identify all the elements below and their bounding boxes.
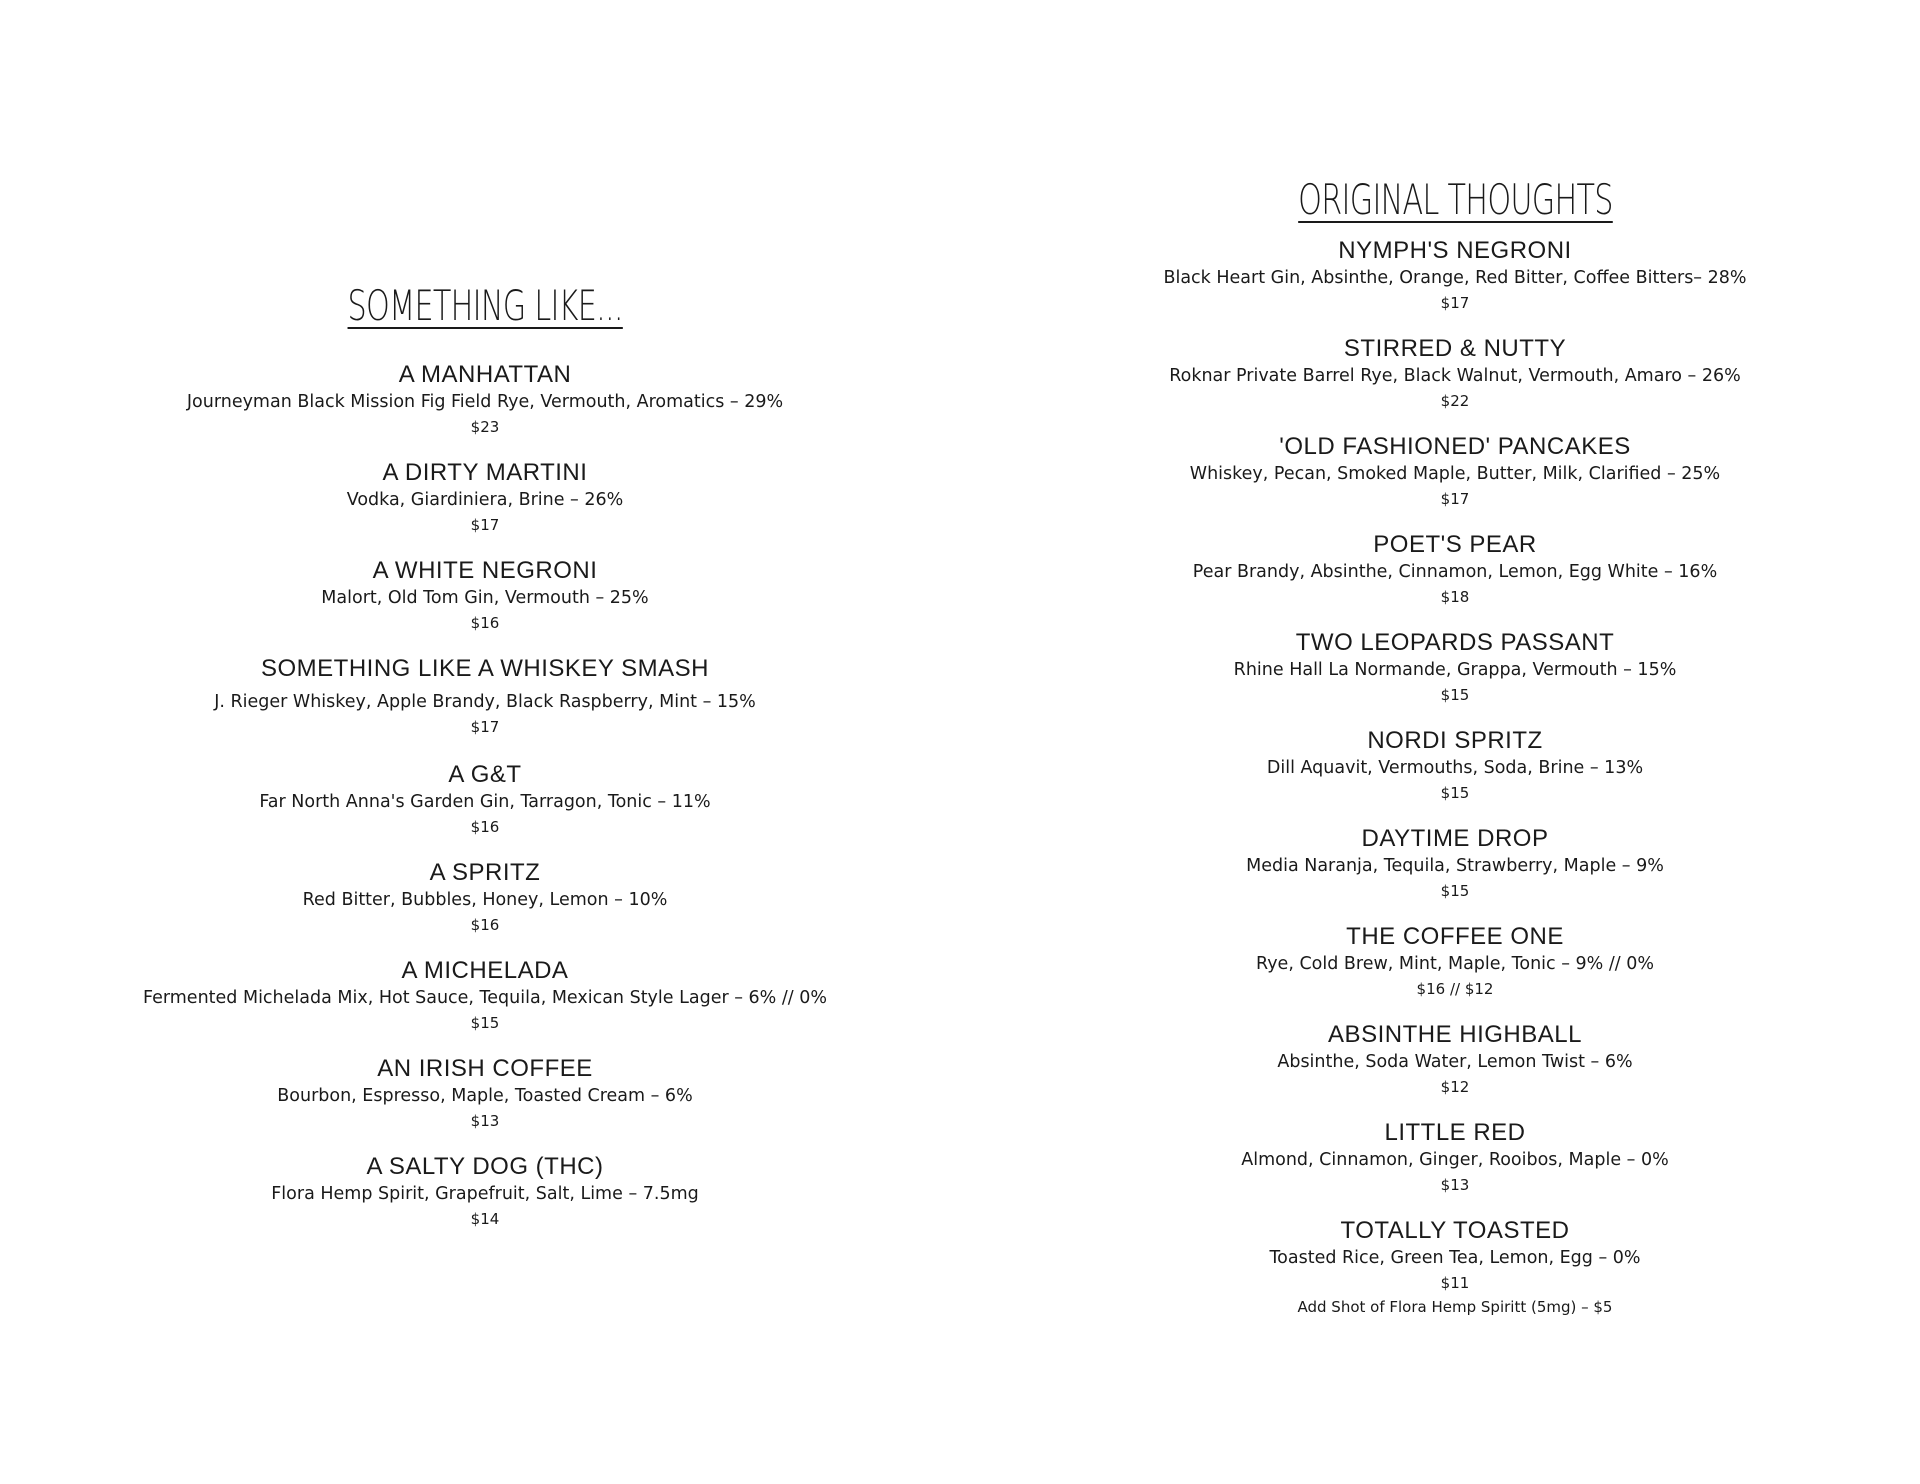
item-price: $17 xyxy=(1440,294,1470,312)
item-name: A G&T xyxy=(448,761,522,788)
item-price: $18 xyxy=(1440,588,1470,606)
item-price: $16 // $12 xyxy=(1416,980,1494,998)
item-price: $14 xyxy=(470,1210,500,1228)
item-price: $17 xyxy=(470,516,500,534)
item-name: SOMETHING LIKE A WHISKEY SMASH xyxy=(261,655,709,682)
item-price: $17 xyxy=(470,718,500,736)
item-description: Pear Brandy, Absinthe, Cinnamon, Lemon, Egg White – 16% xyxy=(1192,562,1718,582)
item-description: Far North Anna's Garden Gin, Tarragon, Tonic – 11% xyxy=(259,792,711,812)
item-description: Journeyman Black Mission Fig Field Rye, Vermouth, Aromatics – 29% xyxy=(186,392,784,412)
item-description: Roknar Private Barrel Rye, Black Walnut, Vermouth, Amaro – 26% xyxy=(1169,366,1741,386)
item-price: $16 xyxy=(470,614,500,632)
item-name: AN IRISH COFFEE xyxy=(377,1055,593,1082)
item-description: Almond, Cinnamon, Ginger, Rooibos, Maple – 0% xyxy=(1241,1150,1669,1170)
menu-item xyxy=(1055,530,1855,628)
item-addon-note: Add Shot of Flora Hemp Spiritt (5mg) – $5 xyxy=(1297,1298,1613,1316)
item-name: A SALTY DOG (THC) xyxy=(366,1153,604,1180)
menu-item xyxy=(1055,628,1855,726)
menu-item xyxy=(1055,1020,1855,1118)
item-name: A SPRITZ xyxy=(429,859,541,886)
item-price: $16 xyxy=(470,916,500,934)
item-description: Rhine Hall La Normande, Grappa, Vermouth – 15% xyxy=(1233,660,1677,680)
item-description: Red Bitter, Bubbles, Honey, Lemon – 10% xyxy=(302,890,668,910)
menu-item xyxy=(85,360,885,458)
item-name: TOTALLY TOASTED xyxy=(1340,1217,1570,1244)
menu-item xyxy=(1055,1118,1855,1216)
item-price: $15 xyxy=(1440,882,1470,900)
item-price: $23 xyxy=(470,418,500,436)
item-name: 'OLD FASHIONED' PANCAKES xyxy=(1279,433,1631,460)
menu-item xyxy=(1055,334,1855,432)
item-name: TWO LEOPARDS PASSANT xyxy=(1295,629,1615,656)
item-name: A MICHELADA xyxy=(401,957,569,984)
item-description: Fermented Michelada Mix, Hot Sauce, Tequila, Mexican Style Lager – 6% // 0% xyxy=(143,988,827,1008)
item-name: A DIRTY MARTINI xyxy=(382,459,588,486)
item-description: Rye, Cold Brew, Mint, Maple, Tonic – 9% // 0% xyxy=(1256,954,1654,974)
item-name: STIRRED & NUTTY xyxy=(1343,335,1567,362)
section-title-something-like: SOMETHING LIKE... xyxy=(347,281,623,330)
item-description: Flora Hemp Spirit, Grapefruit, Salt, Lime – 7.5mg xyxy=(271,1184,699,1204)
item-description: Media Naranja, Tequila, Strawberry, Maple – 9% xyxy=(1246,856,1664,876)
item-name: LITTLE RED xyxy=(1384,1119,1526,1146)
item-name: A WHITE NEGRONI xyxy=(372,557,598,584)
menu-item xyxy=(85,956,885,1054)
item-price: $11 xyxy=(1440,1274,1470,1292)
right-menu-column xyxy=(1055,172,1855,1314)
item-description: Malort, Old Tom Gin, Vermouth – 25% xyxy=(321,588,649,608)
menu-item xyxy=(1055,236,1855,334)
menu-item xyxy=(85,458,885,556)
item-price: $13 xyxy=(1440,1176,1470,1194)
menu-item xyxy=(85,1054,885,1152)
item-description: Vodka, Giardiniera, Brine – 26% xyxy=(346,490,624,510)
item-description: Black Heart Gin, Absinthe, Orange, Red Bitter, Coffee Bitters– 28% xyxy=(1163,268,1747,288)
menu-item xyxy=(85,858,885,956)
item-description: Dill Aquavit, Vermouths, Soda, Brine – 13% xyxy=(1266,758,1644,778)
item-name: NYMPH'S NEGRONI xyxy=(1338,237,1572,264)
right-section-header xyxy=(1055,172,1855,236)
item-price: $12 xyxy=(1440,1078,1470,1096)
left-menu-column xyxy=(85,278,885,1250)
item-description: Toasted Rice, Green Tea, Lemon, Egg – 0% xyxy=(1269,1248,1641,1268)
item-name: ABSINTHE HIGHBALL xyxy=(1328,1021,1582,1048)
left-section-header xyxy=(85,278,885,342)
item-description: Whiskey, Pecan, Smoked Maple, Butter, Milk, Clarified – 25% xyxy=(1189,464,1721,484)
menu-item xyxy=(1055,1216,1855,1314)
menu-item xyxy=(1055,432,1855,530)
item-price: $15 xyxy=(1440,784,1470,802)
item-price: $13 xyxy=(470,1112,500,1130)
section-title-original-thoughts: ORIGINAL THOUGHTS xyxy=(1297,175,1613,224)
menu-item xyxy=(1055,824,1855,922)
item-name: THE COFFEE ONE xyxy=(1346,923,1564,950)
item-name: DAYTIME DROP xyxy=(1361,825,1549,852)
item-price: $16 xyxy=(470,818,500,836)
item-price: $15 xyxy=(1440,686,1470,704)
menu-item xyxy=(85,654,885,760)
item-description: Absinthe, Soda Water, Lemon Twist – 6% xyxy=(1277,1052,1633,1072)
menu-item xyxy=(85,760,885,858)
menu-item xyxy=(85,1152,885,1250)
item-name: NORDI SPRITZ xyxy=(1367,727,1543,754)
item-description: Bourbon, Espresso, Maple, Toasted Cream – 6% xyxy=(277,1086,693,1106)
item-name: A MANHATTAN xyxy=(398,361,572,388)
menu-item xyxy=(1055,726,1855,824)
item-price: $22 xyxy=(1440,392,1470,410)
item-name: POET'S PEAR xyxy=(1373,531,1537,558)
item-price: $17 xyxy=(1440,490,1470,508)
menu-item xyxy=(85,556,885,654)
item-description: J. Rieger Whiskey, Apple Brandy, Black Raspberry, Mint – 15% xyxy=(214,692,756,712)
item-price: $15 xyxy=(470,1014,500,1032)
menu-item xyxy=(1055,922,1855,1020)
